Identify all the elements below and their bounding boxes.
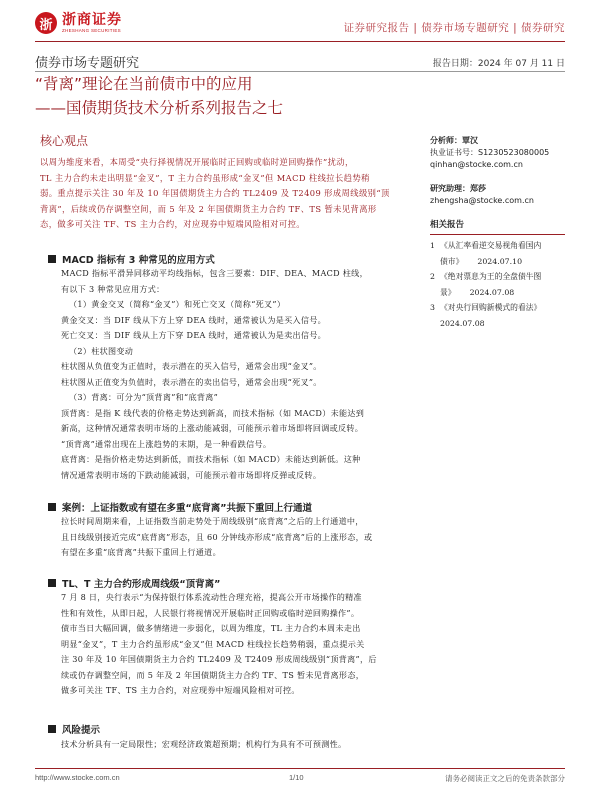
core-line: 态，做多可关注 TF、TS 主力合约，对应现券中短端风险相对可控。 <box>40 219 306 229</box>
footer-disclaimer: 请务必阅读正文之后的免责条款部分 <box>445 774 565 783</box>
related-report-item[interactable]: 3 《对央行回购新模式的看法》 2024.07.08 <box>430 300 565 331</box>
section-body-macd <box>61 266 416 483</box>
body-line: 拉长时间周期来看，上证指数当前走势处于周线级别“底背离”之后的上行通道中， <box>61 516 364 526</box>
page-number: 1/10 <box>289 773 304 782</box>
body-line: 7 月 8 日，央行表示“为保持银行体系流动性合理充裕，提高公开市场操作的精准 <box>61 592 362 602</box>
section-heading-case: 案例：上证指数或有望在多重“底背离”共振下重回上行通道 <box>48 500 312 514</box>
assistant-name: 研究助理：郑莎 <box>430 184 486 193</box>
bullet-square-icon <box>48 725 56 733</box>
related-report-title-cont: 景》 <box>440 287 456 297</box>
sidebar <box>430 135 565 331</box>
body-line: 性和有效性，从即日起，人民银行将视情况开展临时正回购或临时逆回购操作”。 <box>61 607 360 618</box>
analyst-name: 分析师：覃汉 <box>430 136 478 145</box>
analyst-info <box>430 135 565 171</box>
analyst-cert: 执业证书号：S1230523080005 <box>430 148 550 157</box>
body-line: 底背离：是指价格走势达到新低，而技术指标（如 MACD）未能达到新低。这种 <box>61 454 361 464</box>
body-line: 技术分析具有一定局限性；宏观经济政策超预期；机构行为具有不可预测性。 <box>61 739 347 749</box>
core-viewpoint-text <box>40 155 410 233</box>
logo-mark-icon: 浙 <box>35 12 57 34</box>
body-line: 黄金交叉：当 DIF 线从下方上穿 DEA 线时，通常被认为是买入信号。 <box>61 314 327 325</box>
section-heading-macd: MACD 指标有 3 种常见的应用方式 <box>48 252 215 266</box>
core-line: 以周为维度来看，本周受“央行择视情况开展临时正回购或临时逆回购操作”扰动， <box>40 157 354 167</box>
page-title: “背离”理论在当前债市中的应用 <box>35 75 253 93</box>
core-viewpoint-label: 核心观点 <box>40 134 89 148</box>
series-title: 债券市场专题研究 <box>35 56 140 71</box>
related-report-item[interactable]: 2 《绝对票息为王的全盘债牛图 景》 2024.07.08 <box>430 269 565 300</box>
related-report-title: 《从汇率看逆交易视角看国内 <box>440 241 542 250</box>
bullet-square-icon <box>48 255 56 263</box>
body-line: 新高，这种情况通常表明市场的上涨动能减弱，可能预示着市场即将回调或反转。 <box>61 423 364 433</box>
section-heading-tl-t: TL、T 主力合约形成周线级“顶背离” <box>48 576 220 590</box>
related-report-date: 2024.07.08 <box>469 287 515 297</box>
body-line: 情况通常表明市场的下跌动能减弱，可能预示着市场即将反弹或反转。 <box>61 469 322 480</box>
core-line: 背离”，后续或仍存调整空间，而 5 年及 2 年国债期货主力合约 TF、TS 暂未见背离形 <box>40 203 377 214</box>
related-report-date: 2024.07.10 <box>477 256 523 266</box>
related-report-item[interactable]: 1 《从汇率看逆交易视角看国内 债市》 2024.07.10 <box>430 238 565 269</box>
related-report-title-cont: 债市》 <box>440 256 464 266</box>
body-line: 顶背离：是指 K 线代表的价格走势达到新高，而技术指标（如 MACD）未能达到 <box>61 407 365 418</box>
body-line: 柱状图从负值变为正值时，表示潜在的买入信号，通常会出现“金叉”。 <box>61 361 322 371</box>
analyst-email[interactable]: qinhan@stocke.com.cn <box>430 160 523 169</box>
section-body-tl-t <box>61 590 416 699</box>
body-line: 做多可关注 TF、TS 主力合约，对应现券中短端风险相对可控。 <box>61 685 300 695</box>
assistant-email[interactable]: zhengsha@stocke.com.cn <box>430 196 534 205</box>
related-report-title: 《对央行回购新模式的看法》 <box>440 303 542 312</box>
related-report-date: 2024.07.08 <box>440 318 485 328</box>
body-line: 明显“金叉”，T 主力合约虽形成“金叉”但 MACD 柱线拉长趋势稍弱，重点提示关 <box>61 638 365 649</box>
body-line: 债市当日大幅回调，做多情绪进一步弱化，以周为维度，TL 主力合约本周未走出 <box>61 623 361 633</box>
footer-url[interactable]: http://www.stocke.com.cn <box>35 773 120 782</box>
body-line: 续或仍存调整空间，而 5 年及 2 年国债期货主力合约 TF、TS 暂未见背离形态， <box>61 669 365 680</box>
body-line: （2）柱状图变动 <box>69 345 134 356</box>
body-line: 有望在多重“底背离”共振下重回上行通道。 <box>61 547 221 557</box>
body-line: “顶背离”通常出现在上涨趋势的末期，是一种看跌信号。 <box>61 438 272 449</box>
body-line: 死亡交叉：当 DIF 线从上方下穿 DEA 线时，通常被认为是卖出信号。 <box>61 330 327 340</box>
logo-english-name: ZHESHANG SECURITIES <box>62 27 121 33</box>
assistant-info <box>430 183 565 207</box>
report-categories: 证券研究报告 | 债券市场专题研究 | 债券研究 <box>343 22 565 34</box>
page-subtitle: ——国债期货技术分析系列报告之七 <box>35 99 284 117</box>
bullet-square-icon <box>48 579 56 587</box>
logo-chinese-name: 浙商证券 <box>62 11 122 28</box>
body-line: 柱状图从正值变为负值时，表示潜在的卖出信号，通常会出现“死叉”。 <box>61 376 322 387</box>
section-body-case <box>61 514 416 561</box>
related-report-title: 《绝对票息为王的全盘债牛图 <box>440 272 542 281</box>
report-date: 报告日期：2024 年 07 月 11 日 <box>432 59 565 69</box>
bullet-square-icon <box>48 503 56 511</box>
core-line: TL 主力合约未走出明显“金叉”，T 主力合约虽形成“金叉”但 MACD 柱线拉长趋势稍 <box>40 172 370 183</box>
related-reports-heading: 相关报告 <box>430 220 465 230</box>
body-line: 注 30 年及 10 年国债期货主力合约 TL2409 及 T2409 形成周线级别“顶背离”，后 <box>61 654 377 664</box>
related-reports-divider <box>430 234 565 235</box>
body-line: （1）黄金交叉（简称“金叉”）和死亡交叉（简称“死叉”） <box>69 299 286 309</box>
body-line: 且日线级别接近完成“底背离”形态，且 60 分钟线亦形成“底背离”后的上涨形态，或 <box>61 531 373 542</box>
footer-divider <box>35 768 565 769</box>
body-line: （3）背离：可分为“顶背离”和“底背离” <box>69 392 219 402</box>
section-heading-risk: 风险提示 <box>48 722 100 736</box>
company-logo <box>35 12 122 34</box>
body-line: 有以下 3 种常见应用方式： <box>61 283 165 294</box>
body-line: MACD 指标平滑异同移动平均线指标，包含三要素：DIF、DEA、MACD 柱线， <box>61 268 368 278</box>
core-line: 弱。重点提示关注 30 年及 10 年国债期货主力合约 TL2409 及 T2409 形成周线级别“顶 <box>40 188 390 198</box>
section-body-risk <box>61 737 416 753</box>
header-divider <box>35 71 565 72</box>
page-header <box>35 12 565 42</box>
